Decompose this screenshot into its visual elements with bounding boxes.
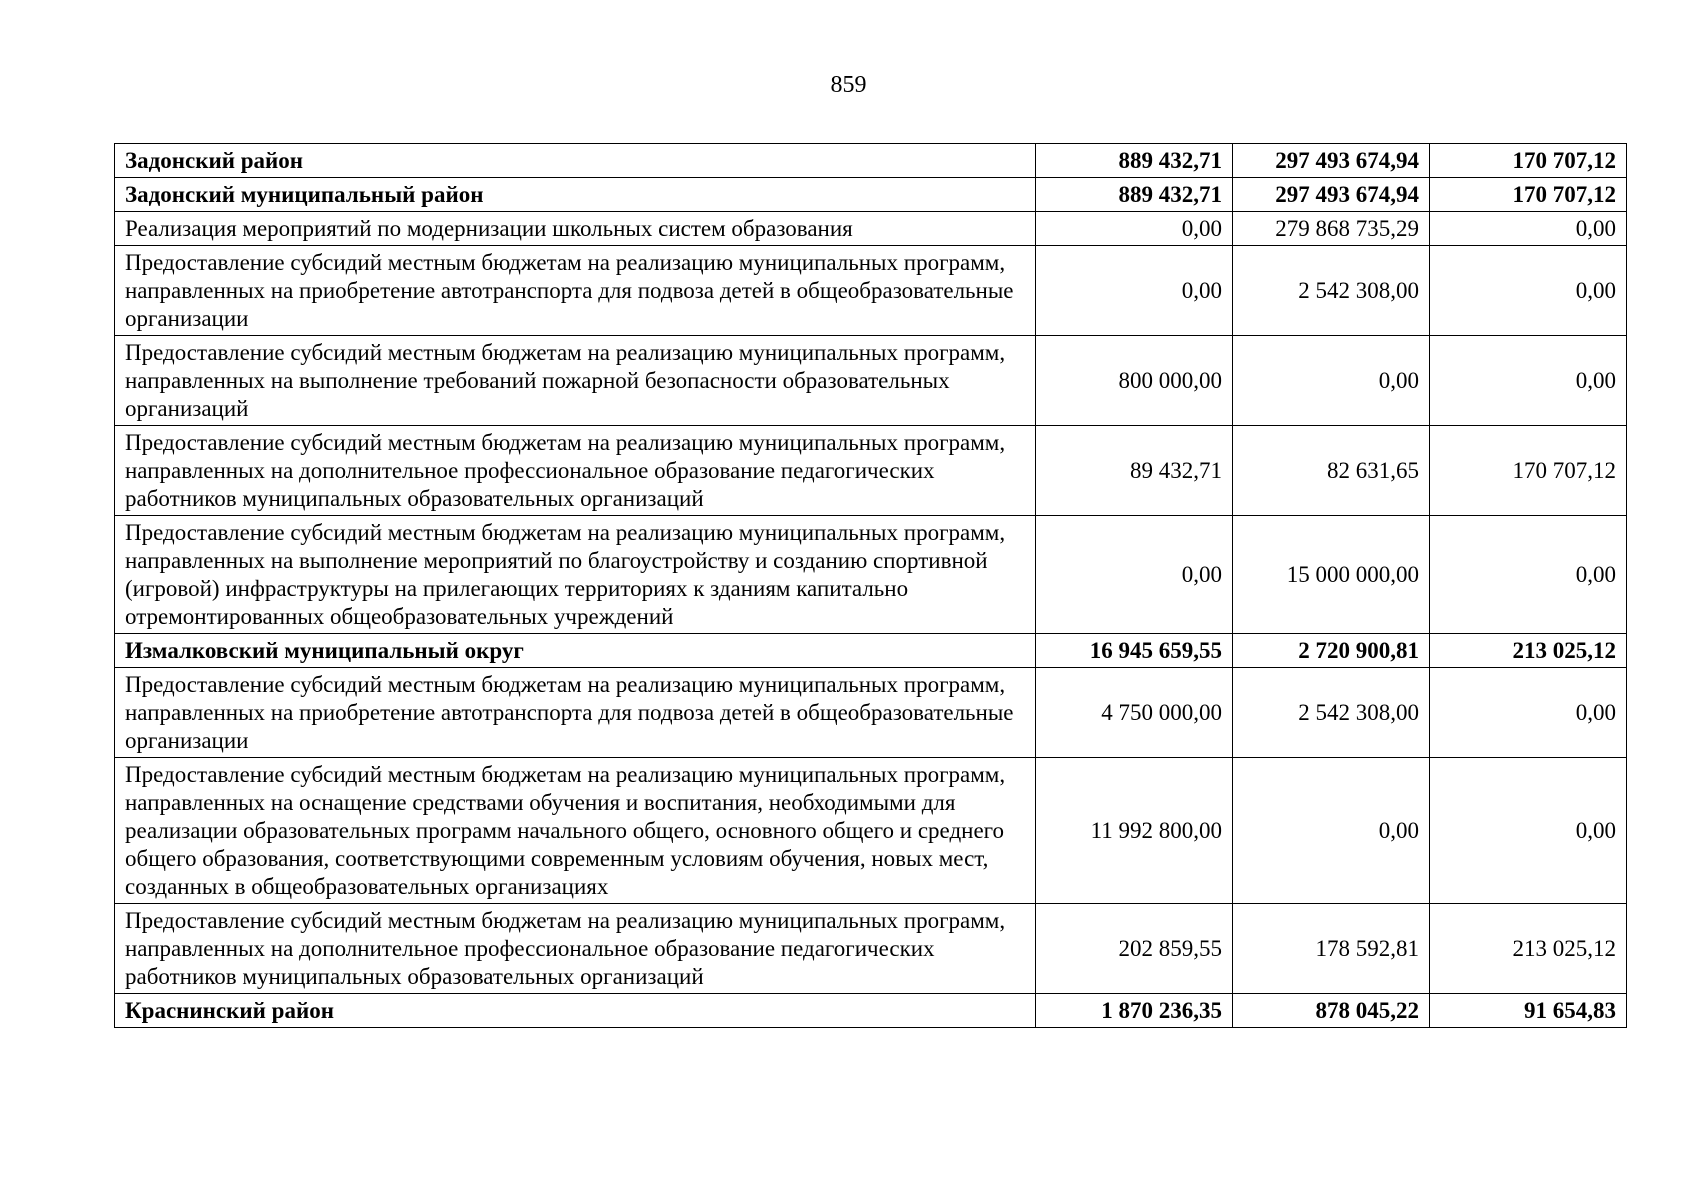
value-cell-3: 213 025,12: [1430, 634, 1627, 668]
value-cell-3: 170 707,12: [1430, 178, 1627, 212]
value-cell-2: 279 868 735,29: [1233, 212, 1430, 246]
value-cell-1: 11 992 800,00: [1036, 758, 1233, 904]
row-name-cell: Предоставление субсидий местным бюджетам на реализацию муниципальных программ, направленных на выполнение мероприятий по благоустройству и созданию спортивной (игровой) инфраструктуры на прилегающих территориях к зданиям капитально отремонтированных общеобразовательных учреждений: [115, 516, 1036, 634]
table-row: [115, 178, 1627, 212]
table-row: [115, 336, 1627, 426]
row-name-cell: Предоставление субсидий местным бюджетам на реализацию муниципальных программ, направленных на выполнение требований пожарной безопасности образовательных организаций: [115, 336, 1036, 426]
value-cell-3: 170 707,12: [1430, 426, 1627, 516]
row-name-cell: Предоставление субсидий местным бюджетам на реализацию муниципальных программ, направленных на приобретение автотранспорта для подвоза детей в общеобразовательные организации: [115, 246, 1036, 336]
budget-table: [114, 143, 1627, 1028]
value-cell-1: 202 859,55: [1036, 904, 1233, 994]
value-cell-3: 0,00: [1430, 246, 1627, 336]
value-cell-3: 0,00: [1430, 758, 1627, 904]
value-cell-1: 889 432,71: [1036, 178, 1233, 212]
value-cell-1: 4 750 000,00: [1036, 668, 1233, 758]
row-name-cell: Предоставление субсидий местным бюджетам на реализацию муниципальных программ, направленных на приобретение автотранспорта для подвоза детей в общеобразовательные организации: [115, 668, 1036, 758]
row-name-cell: Краснинский район: [115, 994, 1036, 1028]
row-name-cell: Измалковский муниципальный округ: [115, 634, 1036, 668]
budget-table-body: [115, 144, 1627, 1028]
value-cell-2: 15 000 000,00: [1233, 516, 1430, 634]
value-cell-1: 889 432,71: [1036, 144, 1233, 178]
value-cell-1: 1 870 236,35: [1036, 994, 1233, 1028]
value-cell-3: 0,00: [1430, 336, 1627, 426]
row-name-cell: Задонский муниципальный район: [115, 178, 1036, 212]
row-name-cell: Задонский район: [115, 144, 1036, 178]
value-cell-2: 878 045,22: [1233, 994, 1430, 1028]
table-row: [115, 246, 1627, 336]
row-name-cell: Реализация мероприятий по модернизации школьных систем образования: [115, 212, 1036, 246]
value-cell-2: 178 592,81: [1233, 904, 1430, 994]
value-cell-2: 2 542 308,00: [1233, 668, 1430, 758]
value-cell-2: 0,00: [1233, 336, 1430, 426]
value-cell-1: 800 000,00: [1036, 336, 1233, 426]
table-row: [115, 668, 1627, 758]
value-cell-3: 91 654,83: [1430, 994, 1627, 1028]
value-cell-1: 0,00: [1036, 212, 1233, 246]
value-cell-2: 297 493 674,94: [1233, 144, 1430, 178]
row-name-cell: Предоставление субсидий местным бюджетам на реализацию муниципальных программ, направленных на дополнительное профессиональное образование педагогических работников муниципальных образовательных организаций: [115, 904, 1036, 994]
table-row: [115, 144, 1627, 178]
table-row: [115, 904, 1627, 994]
table-row: [115, 994, 1627, 1028]
table-row: [115, 516, 1627, 634]
table-row: [115, 212, 1627, 246]
value-cell-2: 0,00: [1233, 758, 1430, 904]
table-row: [115, 634, 1627, 668]
value-cell-3: 213 025,12: [1430, 904, 1627, 994]
value-cell-3: 0,00: [1430, 668, 1627, 758]
value-cell-3: 0,00: [1430, 212, 1627, 246]
row-name-cell: Предоставление субсидий местным бюджетам на реализацию муниципальных программ, направленных на дополнительное профессиональное образование педагогических работников муниципальных образовательных организаций: [115, 426, 1036, 516]
value-cell-3: 0,00: [1430, 516, 1627, 634]
table-row: [115, 758, 1627, 904]
value-cell-1: 0,00: [1036, 246, 1233, 336]
value-cell-2: 297 493 674,94: [1233, 178, 1430, 212]
value-cell-2: 82 631,65: [1233, 426, 1430, 516]
value-cell-3: 170 707,12: [1430, 144, 1627, 178]
value-cell-1: 0,00: [1036, 516, 1233, 634]
table-row: [115, 426, 1627, 516]
row-name-cell: Предоставление субсидий местным бюджетам на реализацию муниципальных программ, направленных на оснащение средствами обучения и воспитания, необходимыми для реализации образовательных программ начального общего, основного общего и среднего общего образования, соответствующими современным условиям обучения, новых мест, созданных в общеобразовательных организациях: [115, 758, 1036, 904]
page-number: 859: [830, 72, 867, 98]
value-cell-2: 2 542 308,00: [1233, 246, 1430, 336]
value-cell-1: 16 945 659,55: [1036, 634, 1233, 668]
value-cell-2: 2 720 900,81: [1233, 634, 1430, 668]
value-cell-1: 89 432,71: [1036, 426, 1233, 516]
